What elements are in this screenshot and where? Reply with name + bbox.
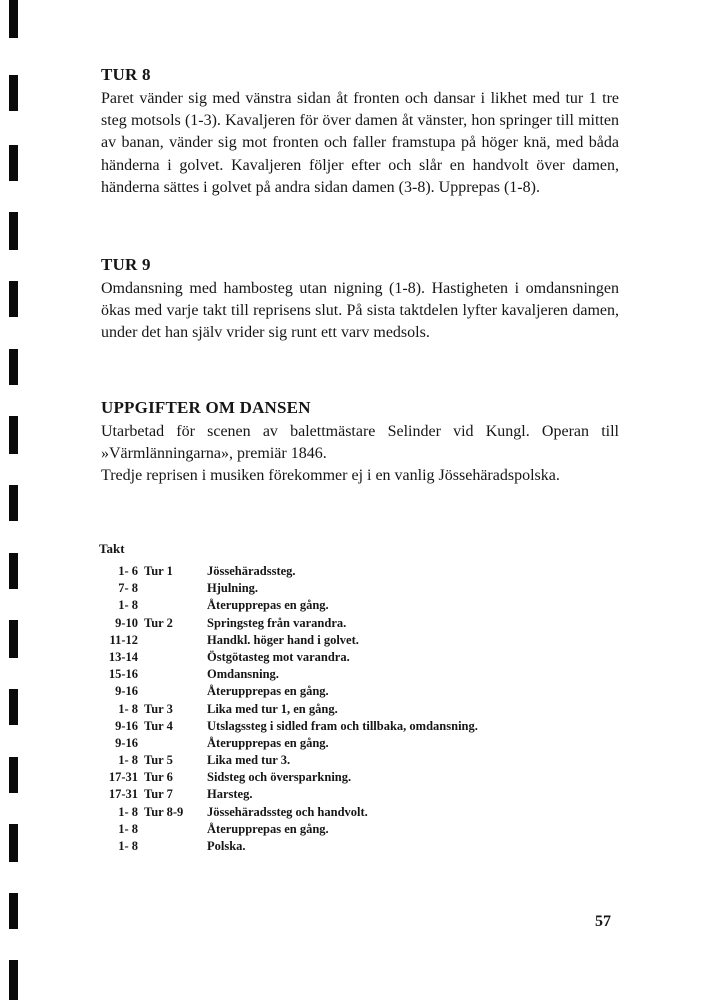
takt-range: 11-12 [109, 632, 138, 647]
section-heading: TUR 9 [101, 255, 151, 274]
takt-range: 15-16 [108, 667, 138, 682]
takt-description: Harsteg. [207, 787, 253, 802]
takt-tur: Tur 2 [144, 615, 173, 630]
takt-description: Återupprepas en gång. [207, 684, 329, 699]
takt-tur: Tur 8-9 [144, 804, 184, 819]
takt-description: Handkl. höger hand i golvet. [207, 632, 359, 647]
takt-description: Utslagssteg i sidled fram och tillbaka, omdansning. [207, 718, 478, 733]
binding-mark [9, 960, 18, 1000]
takt-range: 1- 8 [118, 804, 138, 819]
takt-range: 17-31 [108, 787, 138, 802]
binding-mark [9, 893, 18, 929]
takt-range: 1- 8 [118, 839, 138, 853]
section-tur-9 [101, 255, 619, 345]
takt-description: Östgötasteg mot varandra. [207, 649, 350, 664]
takt-heading: Takt [99, 541, 125, 556]
takt-description: Återupprepas en gång. [207, 821, 329, 836]
binding-mark [9, 349, 18, 385]
section-tur-8 [101, 65, 619, 199]
takt-tur: Tur 3 [144, 701, 173, 716]
takt-range: 1- 8 [118, 753, 138, 768]
takt-tur: Tur 6 [144, 770, 173, 785]
takt-description: Lika med tur 3. [207, 753, 291, 768]
takt-tur: Tur 5 [144, 753, 173, 768]
section-heading: TUR 8 [101, 65, 151, 84]
binding-mark [9, 0, 18, 38]
binding-mark [9, 75, 18, 111]
takt-range: 7- 8 [118, 581, 138, 596]
binding-mark [9, 553, 18, 589]
binding-mark [9, 212, 18, 250]
binding-mark [9, 145, 18, 181]
section-text: Omdansning med hambosteg utan nigning (1-8). Hastigheten i omdansningen ökas med varje takt till reprisens slut. På sista taktdelen lyfter kavaljeren damen, under det han själv vrider sig runt ett varv medsols. [101, 280, 619, 342]
takt-description: Springsteg från varandra. [207, 615, 347, 630]
takt-tur: Tur 4 [144, 718, 173, 733]
takt-range: 1- 6 [118, 564, 138, 578]
takt-range: 9-16 [115, 735, 138, 750]
takt-range: 1- 8 [118, 701, 138, 716]
takt-range: 13-14 [108, 649, 138, 664]
section-uppgifter [101, 398, 619, 488]
takt-range: 1- 8 [118, 598, 138, 613]
takt-range: 9-16 [115, 718, 138, 733]
takt-range: 9-10 [115, 615, 138, 630]
binding-mark [9, 416, 18, 454]
takt-description: Hjulning. [207, 581, 259, 596]
binding-mark [9, 620, 18, 658]
takt-tur: Tur 7 [144, 787, 173, 802]
takt-tur: Tur 1 [144, 564, 173, 578]
takt-range: 9-16 [115, 684, 138, 699]
takt-range: 1- 8 [118, 821, 138, 836]
takt-description: Återupprepas en gång. [207, 598, 329, 613]
binding-marks [0, 0, 20, 1004]
binding-mark [9, 485, 18, 521]
takt-description: Jössehäradssteg och handvolt. [207, 804, 368, 819]
page-number: 57 [595, 913, 611, 930]
binding-mark [9, 281, 18, 317]
takt-description: Återupprepas en gång. [207, 735, 329, 750]
takt-description: Polska. [207, 839, 246, 853]
takt-range: 17-31 [108, 770, 138, 785]
section-text: Paret vänder sig med vänstra sidan åt fronten och dansar i likhet med tur 1 tre steg motsols (1-3). Kavaljeren för över damen åt vänster, hon springer till mitten av banan, vänder sig mot fronten och faller framstupa på höger knä, med båda händerna i golvet. Kavaljeren följer efter och slår en handvolt över damen, händerna sättes i golvet på andra sidan damen (3-8). Upprepas (1-8). [101, 90, 619, 196]
section-heading: UPPGIFTER OM DANSEN [101, 398, 311, 417]
takt-description: Sidsteg och översparkning. [207, 770, 352, 785]
section-text: Utarbetad för scenen av balettmästare Selinder vid Kungl. Operan till »Värmlänningarna», premiär 1846. [101, 423, 619, 463]
takt-description: Lika med tur 1, en gång. [207, 701, 338, 716]
binding-mark [9, 824, 18, 862]
binding-mark [9, 689, 18, 725]
takt-description: Jössehäradssteg. [207, 564, 296, 578]
binding-mark [9, 757, 18, 793]
takt-description: Omdansning. [207, 667, 279, 682]
section-text: Tredje reprisen i musiken förekommer ej i en vanlig Jössehäradspolska. [101, 467, 560, 485]
